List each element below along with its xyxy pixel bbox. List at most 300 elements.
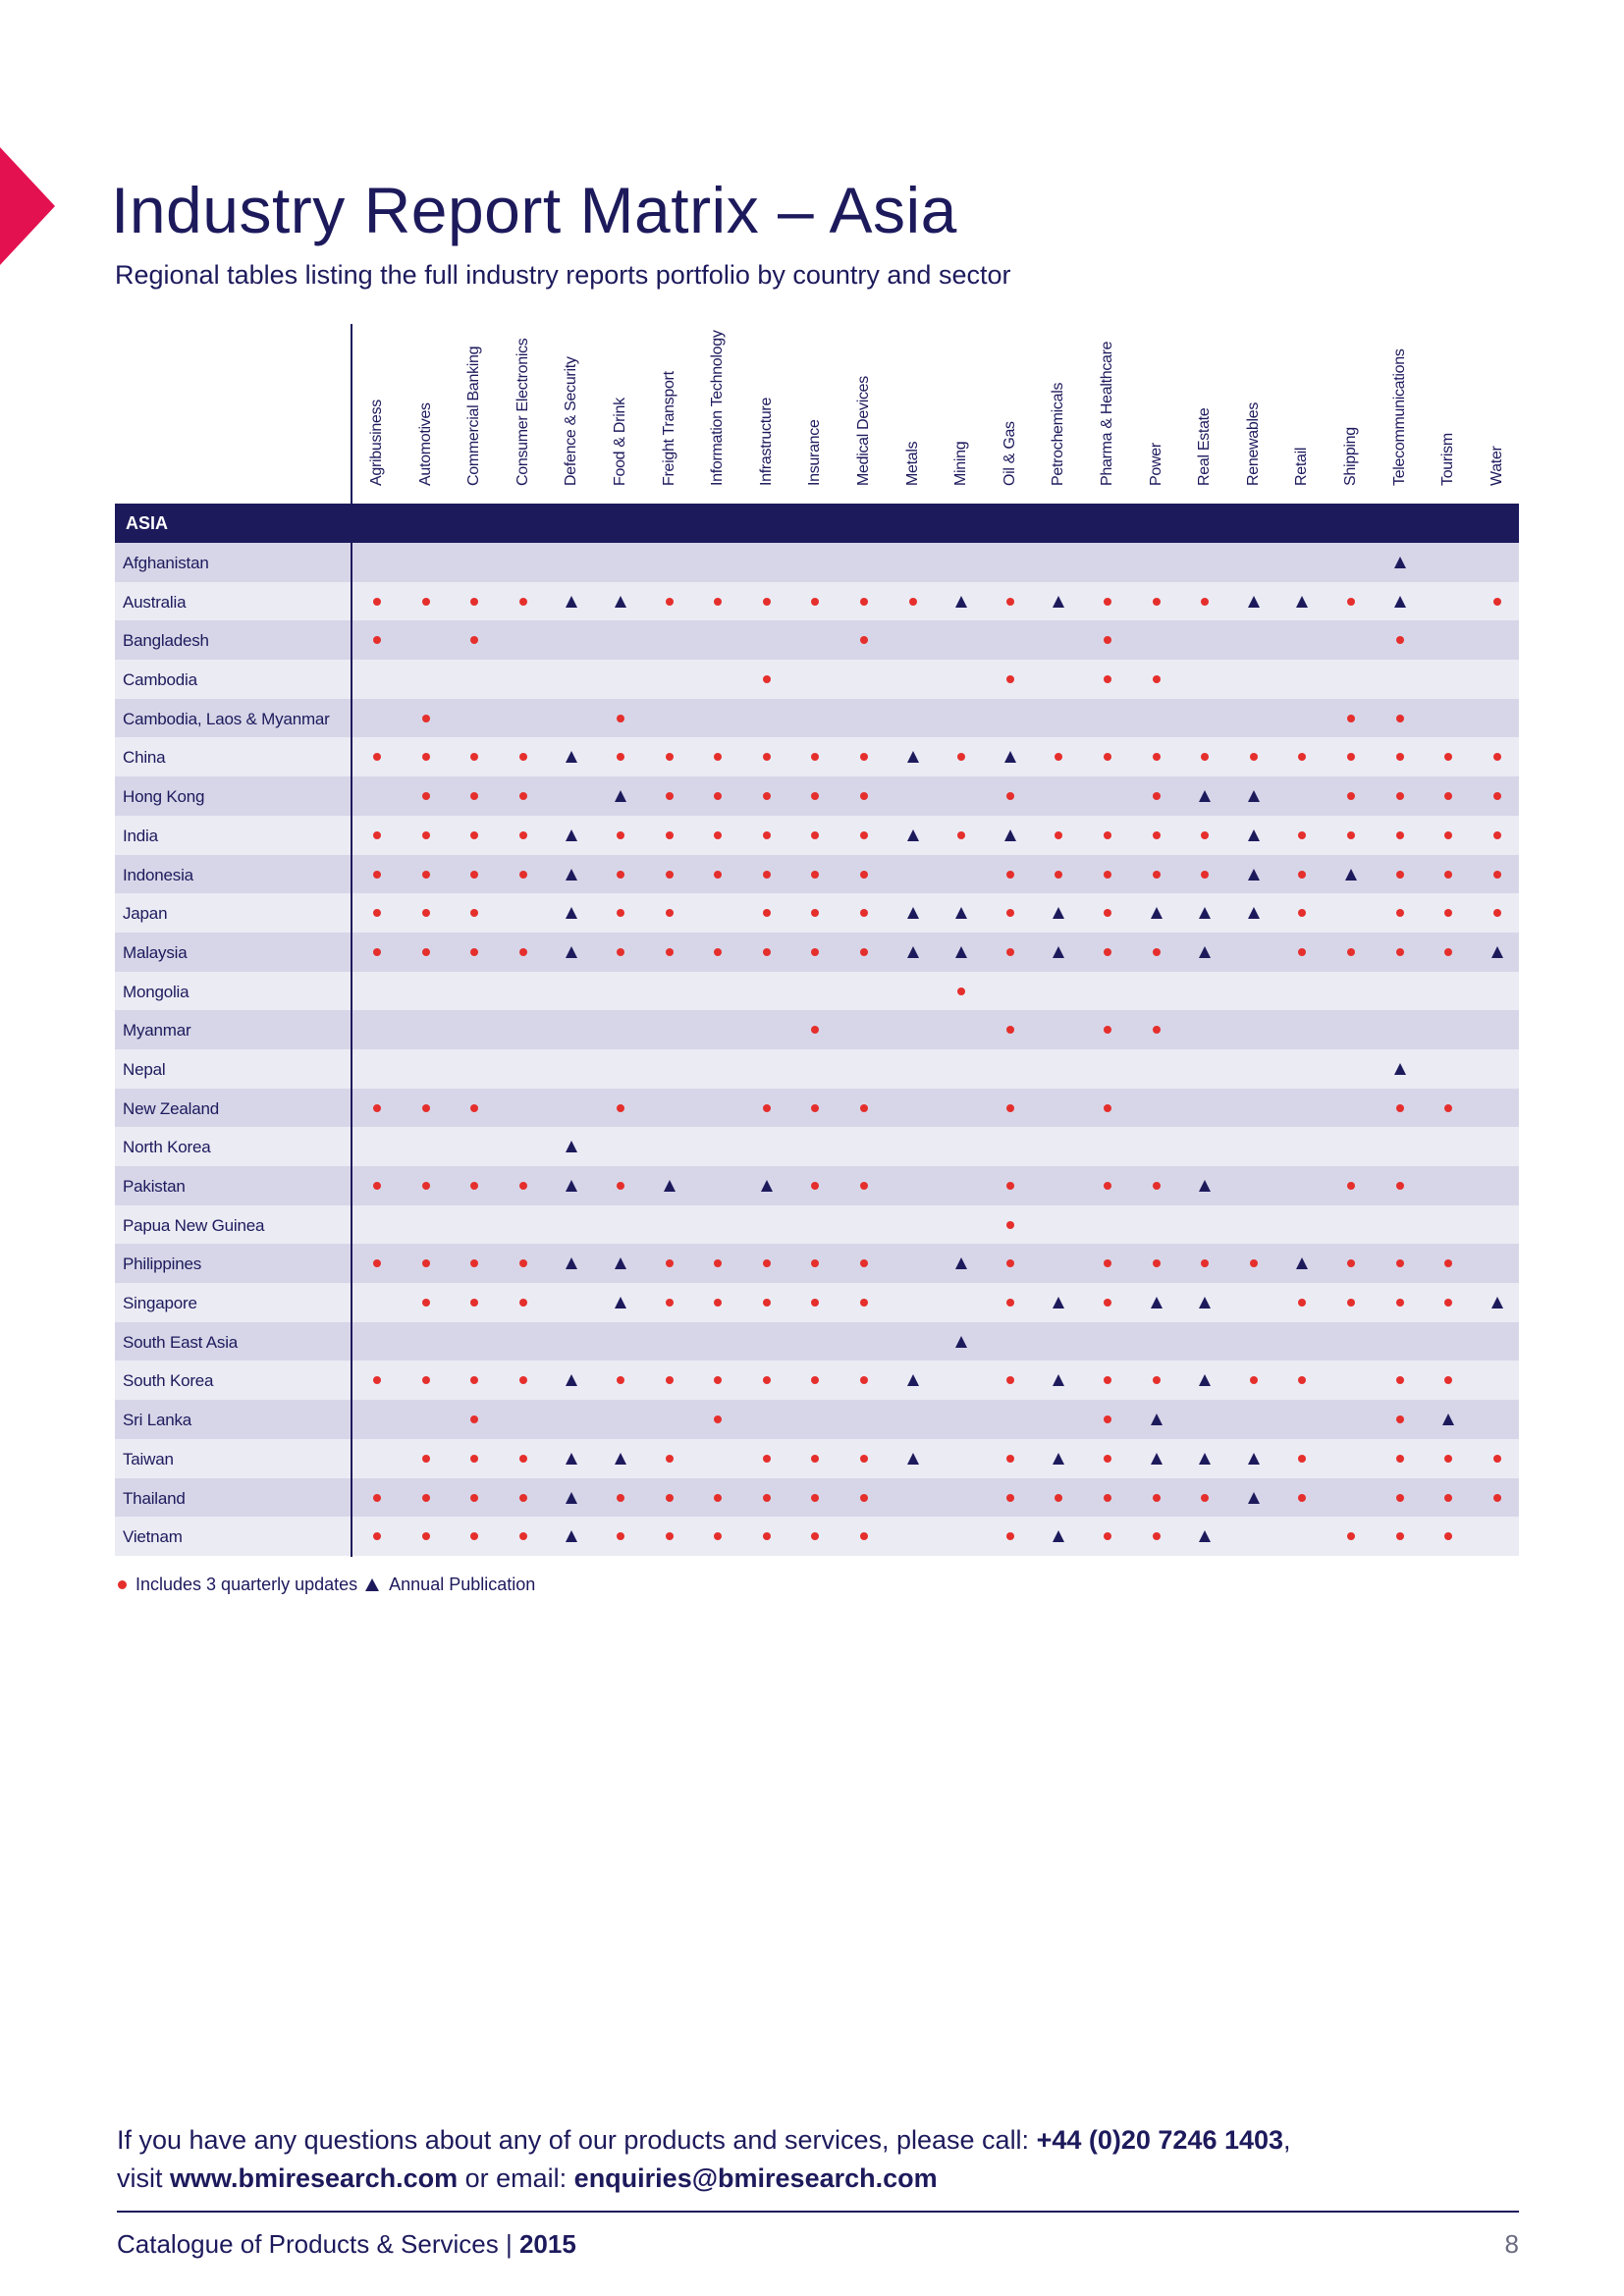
quarterly-dot-icon bbox=[499, 1244, 548, 1283]
quarterly-dot-icon bbox=[839, 582, 889, 621]
annual-triangle-icon bbox=[596, 776, 645, 816]
quarterly-dot-icon bbox=[1180, 737, 1229, 776]
quarterly-dot-icon bbox=[839, 855, 889, 894]
sector-header bbox=[937, 324, 986, 504]
annual-triangle-icon bbox=[1132, 1439, 1181, 1478]
sector-header-label: Information Technology bbox=[709, 330, 727, 486]
quarterly-dot-icon bbox=[1132, 1361, 1181, 1400]
annual-triangle-icon bbox=[1034, 893, 1083, 933]
quarterly-dot-icon bbox=[499, 582, 548, 621]
quarterly-dot-icon bbox=[645, 1244, 694, 1283]
quarterly-dot-icon bbox=[742, 1361, 791, 1400]
annual-triangle-icon bbox=[1229, 816, 1278, 855]
quarterly-dot-icon bbox=[1376, 1400, 1425, 1439]
quarterly-dot-icon bbox=[839, 893, 889, 933]
quarterly-dot-icon bbox=[1326, 1244, 1376, 1283]
sector-header bbox=[1424, 324, 1473, 504]
country-name: China bbox=[123, 748, 166, 768]
email-link[interactable]: enquiries@bmiresearch.com bbox=[573, 2163, 938, 2193]
quarterly-dot-icon bbox=[986, 893, 1035, 933]
quarterly-dot-icon bbox=[596, 1517, 645, 1556]
sector-header bbox=[1034, 324, 1083, 504]
sector-header bbox=[742, 324, 791, 504]
quarterly-dot-icon bbox=[1180, 855, 1229, 894]
annual-triangle-icon bbox=[547, 855, 596, 894]
annual-triangle-icon bbox=[547, 582, 596, 621]
quarterly-dot-icon bbox=[352, 737, 402, 776]
quarterly-dot-icon bbox=[839, 776, 889, 816]
quarterly-dot-icon bbox=[986, 1517, 1035, 1556]
quarterly-dot-icon bbox=[1180, 1478, 1229, 1518]
sector-header-label: Real Estate bbox=[1196, 407, 1214, 486]
annual-triangle-icon bbox=[596, 1244, 645, 1283]
annual-triangle-icon bbox=[1180, 893, 1229, 933]
quarterly-dot-icon bbox=[645, 855, 694, 894]
quarterly-dot-icon bbox=[499, 1439, 548, 1478]
annual-triangle-icon bbox=[547, 737, 596, 776]
quarterly-dot-icon bbox=[645, 582, 694, 621]
report-matrix bbox=[115, 324, 1519, 1557]
quarterly-dot-icon bbox=[986, 660, 1035, 699]
quarterly-dot-icon bbox=[1277, 933, 1326, 972]
quarterly-dot-icon bbox=[889, 582, 938, 621]
table-row bbox=[115, 1478, 1519, 1518]
quarterly-dot-icon bbox=[450, 1166, 499, 1205]
country-name: Afghanistan bbox=[123, 554, 209, 572]
quarterly-dot-icon bbox=[645, 933, 694, 972]
legend-dot-label: Includes 3 quarterly updates bbox=[135, 1575, 358, 1594]
country-name: Philippines bbox=[123, 1255, 202, 1274]
quarterly-dot-icon bbox=[693, 776, 742, 816]
quarterly-dot-icon bbox=[839, 1166, 889, 1205]
sector-header bbox=[1473, 324, 1522, 504]
quarterly-dot-icon bbox=[790, 1166, 839, 1205]
quarterly-dot-icon bbox=[742, 582, 791, 621]
annual-triangle-icon bbox=[1473, 1283, 1522, 1322]
table-row bbox=[115, 816, 1519, 855]
quarterly-dot-icon bbox=[937, 972, 986, 1011]
country-name: Taiwan bbox=[123, 1449, 174, 1468]
quarterly-dot-icon bbox=[1473, 776, 1522, 816]
quarterly-dot-icon bbox=[352, 1361, 402, 1400]
legend bbox=[118, 1575, 535, 1595]
country-name: South East Asia bbox=[123, 1332, 239, 1352]
quarterly-dot-icon bbox=[596, 1478, 645, 1518]
sector-header bbox=[596, 324, 645, 504]
quarterly-dot-icon bbox=[1277, 737, 1326, 776]
legend-triangle-label: Annual Publication bbox=[389, 1575, 536, 1594]
quarterly-dot-icon bbox=[1229, 1244, 1278, 1283]
annual-triangle-icon bbox=[547, 1517, 596, 1556]
sector-header-label: Agribusiness bbox=[368, 399, 385, 486]
quarterly-dot-icon bbox=[352, 620, 402, 660]
quarterly-dot-icon bbox=[937, 816, 986, 855]
footer-separator: | bbox=[498, 2229, 519, 2259]
annual-triangle-icon bbox=[1180, 1439, 1229, 1478]
quarterly-dot-icon bbox=[790, 1517, 839, 1556]
quarterly-dot-icon bbox=[645, 1478, 694, 1518]
quarterly-dot-icon bbox=[1473, 855, 1522, 894]
quarterly-dot-icon bbox=[1326, 699, 1376, 738]
quarterly-dot-icon bbox=[645, 893, 694, 933]
sector-header bbox=[693, 324, 742, 504]
quarterly-dot-icon bbox=[352, 816, 402, 855]
quarterly-dot-icon bbox=[1229, 1361, 1278, 1400]
quarterly-dot-icon bbox=[402, 893, 451, 933]
quarterly-dot-icon bbox=[1424, 1517, 1473, 1556]
quarterly-dot-icon bbox=[742, 933, 791, 972]
quarterly-dot-icon bbox=[450, 1439, 499, 1478]
quarterly-dot-icon bbox=[742, 893, 791, 933]
quarterly-dot-icon bbox=[790, 933, 839, 972]
annual-triangle-icon bbox=[547, 893, 596, 933]
quarterly-dot-icon bbox=[1083, 1400, 1132, 1439]
sector-header-label: Automotives bbox=[416, 402, 434, 486]
quarterly-dot-icon bbox=[1277, 1283, 1326, 1322]
quarterly-dot-icon bbox=[1424, 737, 1473, 776]
quarterly-dot-icon bbox=[839, 1089, 889, 1128]
sector-header-label: Infrastructure bbox=[757, 397, 775, 486]
annual-triangle-icon bbox=[1473, 933, 1522, 972]
quarterly-dot-icon bbox=[1326, 933, 1376, 972]
quarterly-dot-icon bbox=[1473, 893, 1522, 933]
quarterly-dot-icon bbox=[790, 1244, 839, 1283]
table-row bbox=[115, 620, 1519, 660]
sector-header-label: Petrochemicals bbox=[1050, 382, 1067, 486]
quarterly-dot-icon bbox=[1376, 1089, 1425, 1128]
quarterly-dot-icon bbox=[1424, 1439, 1473, 1478]
sector-header-label: Commercial Banking bbox=[465, 346, 483, 486]
footer-year: 2015 bbox=[518, 2229, 576, 2259]
quarterly-dot-icon bbox=[1083, 660, 1132, 699]
sector-header-label: Oil & Gas bbox=[1001, 421, 1018, 486]
sector-header bbox=[402, 324, 451, 504]
quarterly-dot-icon bbox=[596, 893, 645, 933]
quarterly-dot-icon bbox=[1326, 1166, 1376, 1205]
quarterly-dot-icon bbox=[402, 1361, 451, 1400]
contact-call-text: If you have any questions about any of our products and services, please call: bbox=[117, 2125, 1037, 2155]
annual-triangle-icon bbox=[1424, 1400, 1473, 1439]
annual-triangle-icon bbox=[645, 1166, 694, 1205]
table-row bbox=[115, 1089, 1519, 1128]
quarterly-dot-icon bbox=[742, 1089, 791, 1128]
quarterly-dot-icon bbox=[1424, 816, 1473, 855]
quarterly-dot-icon bbox=[499, 816, 548, 855]
annual-triangle-icon bbox=[596, 1283, 645, 1322]
sector-header-label: Mining bbox=[952, 441, 970, 486]
quarterly-dot-icon bbox=[1326, 582, 1376, 621]
country-name: New Zealand bbox=[123, 1098, 219, 1118]
annual-triangle-icon bbox=[937, 1244, 986, 1283]
country-name: India bbox=[123, 826, 158, 845]
sector-header-label: Telecommunications bbox=[1390, 348, 1408, 486]
country-name: Cambodia bbox=[123, 670, 197, 690]
country-rows bbox=[115, 543, 1519, 1556]
table-row bbox=[115, 855, 1519, 894]
quarterly-dot-icon bbox=[499, 855, 548, 894]
country-name: Australia bbox=[123, 592, 187, 612]
table-row bbox=[115, 582, 1519, 621]
annual-triangle-icon bbox=[937, 893, 986, 933]
quarterly-dot-icon bbox=[596, 699, 645, 738]
table-row bbox=[115, 1244, 1519, 1283]
country-name: South Korea bbox=[123, 1371, 214, 1391]
quarterly-dot-icon bbox=[402, 1089, 451, 1128]
quarterly-dot-icon bbox=[450, 1400, 499, 1439]
quarterly-dot-icon bbox=[1083, 933, 1132, 972]
annual-triangle-icon bbox=[1034, 1283, 1083, 1322]
quarterly-dot-icon bbox=[1376, 1283, 1425, 1322]
quarterly-dot-icon bbox=[402, 1166, 451, 1205]
annual-triangle-icon bbox=[596, 1439, 645, 1478]
quarterly-dot-icon bbox=[986, 1089, 1035, 1128]
quarterly-dot-icon bbox=[790, 737, 839, 776]
table-row bbox=[115, 1361, 1519, 1400]
annual-triangle-icon bbox=[1326, 855, 1376, 894]
quarterly-dot-icon bbox=[1083, 620, 1132, 660]
annual-triangle-icon bbox=[937, 582, 986, 621]
quarterly-dot-icon bbox=[1473, 1478, 1522, 1518]
table-row bbox=[115, 1205, 1519, 1245]
annual-triangle-icon bbox=[1229, 582, 1278, 621]
annual-triangle-icon bbox=[986, 816, 1035, 855]
sector-header-label: Metals bbox=[903, 441, 921, 486]
country-name: North Korea bbox=[123, 1138, 211, 1157]
sector-header-label: Pharma & Healthcare bbox=[1099, 341, 1115, 486]
page-title: Industry Report Matrix – Asia bbox=[111, 174, 957, 246]
table-row bbox=[115, 1127, 1519, 1166]
quarterly-dot-icon bbox=[1376, 1517, 1425, 1556]
quarterly-dot-icon bbox=[693, 737, 742, 776]
annual-triangle-icon bbox=[1180, 1517, 1229, 1556]
quarterly-dot-icon bbox=[1326, 776, 1376, 816]
body-divider bbox=[351, 543, 352, 1557]
annual-triangle-icon bbox=[1034, 933, 1083, 972]
footer-catalogue-title: Catalogue of Products & Services bbox=[117, 2229, 499, 2259]
annual-triangle-icon bbox=[547, 1244, 596, 1283]
country-name: Hong Kong bbox=[123, 787, 205, 807]
table-row bbox=[115, 776, 1519, 816]
annual-triangle-icon bbox=[1180, 776, 1229, 816]
quarterly-dot-icon bbox=[839, 1361, 889, 1400]
quarterly-dot-icon bbox=[1083, 1439, 1132, 1478]
sector-header bbox=[986, 324, 1035, 504]
quarterly-dot-icon bbox=[790, 855, 839, 894]
annual-triangle-icon bbox=[547, 1478, 596, 1518]
country-name: Japan bbox=[123, 904, 168, 924]
annual-triangle-icon bbox=[889, 1361, 938, 1400]
quarterly-dot-icon bbox=[1083, 1283, 1132, 1322]
annual-triangle-icon bbox=[1277, 1244, 1326, 1283]
annual-triangle-icon bbox=[1034, 1361, 1083, 1400]
quarterly-dot-icon bbox=[1376, 893, 1425, 933]
quarterly-dot-icon bbox=[1424, 855, 1473, 894]
quarterly-dot-icon bbox=[1376, 1361, 1425, 1400]
quarterly-dot-icon bbox=[839, 1439, 889, 1478]
quarterly-dot-icon bbox=[499, 1361, 548, 1400]
quarterly-dot-icon bbox=[693, 1400, 742, 1439]
quarterly-dot-icon bbox=[1473, 1439, 1522, 1478]
region-label: ASIA bbox=[126, 513, 169, 533]
quarterly-dot-icon bbox=[1034, 855, 1083, 894]
table-row bbox=[115, 660, 1519, 699]
annual-triangle-icon bbox=[547, 1166, 596, 1205]
quarterly-dot-icon bbox=[1083, 1010, 1132, 1049]
sector-header-label: Defence & Security bbox=[563, 356, 580, 486]
annual-triangle-icon bbox=[937, 933, 986, 972]
quarterly-dot-icon bbox=[352, 1244, 402, 1283]
quarterly-dot-icon bbox=[499, 1478, 548, 1518]
quarterly-dot-icon bbox=[742, 776, 791, 816]
sector-header-label: Insurance bbox=[806, 419, 824, 486]
quarterly-dot-icon bbox=[1083, 1089, 1132, 1128]
quarterly-dot-icon bbox=[402, 1244, 451, 1283]
quarterly-dot-icon bbox=[693, 1517, 742, 1556]
quarterly-dot-icon bbox=[645, 816, 694, 855]
quarterly-dot-icon bbox=[790, 1478, 839, 1518]
quarterly-dot-icon bbox=[1132, 1244, 1181, 1283]
sector-header-label: Retail bbox=[1293, 447, 1311, 486]
quarterly-dot-icon bbox=[742, 737, 791, 776]
sector-header bbox=[352, 324, 402, 504]
quarterly-dot-icon bbox=[450, 1244, 499, 1283]
country-name: Papua New Guinea bbox=[123, 1215, 265, 1235]
quarterly-dot-icon bbox=[1034, 1478, 1083, 1518]
contact-line-2 bbox=[117, 2160, 1511, 2198]
sector-header bbox=[839, 324, 889, 504]
quarterly-dot-icon bbox=[402, 1517, 451, 1556]
annual-triangle-icon bbox=[1229, 855, 1278, 894]
quarterly-dot-icon bbox=[352, 1166, 402, 1205]
quarterly-dot-icon bbox=[1277, 816, 1326, 855]
quarterly-dot-icon bbox=[1083, 1361, 1132, 1400]
quarterly-dot-icon bbox=[450, 737, 499, 776]
corner-tab-decoration bbox=[0, 147, 55, 265]
quarterly-dot-icon bbox=[693, 1283, 742, 1322]
annual-triangle-icon bbox=[986, 737, 1035, 776]
annual-triangle-icon bbox=[1376, 543, 1425, 582]
quarterly-dot-icon bbox=[645, 776, 694, 816]
sector-header bbox=[1277, 324, 1326, 504]
quarterly-dot-icon bbox=[1424, 1361, 1473, 1400]
annual-triangle-icon bbox=[1376, 1049, 1425, 1089]
quarterly-dot-icon bbox=[1424, 893, 1473, 933]
quarterly-dot-icon bbox=[1424, 1244, 1473, 1283]
country-name: Cambodia, Laos & Myanmar bbox=[123, 709, 330, 728]
quarterly-dot-icon bbox=[986, 1010, 1035, 1049]
annual-triangle-icon bbox=[1132, 1283, 1181, 1322]
quarterly-dot-icon bbox=[402, 816, 451, 855]
quarterly-dot-icon bbox=[1083, 816, 1132, 855]
quarterly-dot-icon bbox=[1277, 1361, 1326, 1400]
sector-header-label: Power bbox=[1147, 443, 1164, 486]
quarterly-dot-icon bbox=[1376, 1244, 1425, 1283]
sector-header bbox=[499, 324, 548, 504]
sector-header bbox=[1229, 324, 1278, 504]
quarterly-dot-icon bbox=[1083, 737, 1132, 776]
quarterly-dot-icon bbox=[450, 776, 499, 816]
sector-header-label: Consumer Electronics bbox=[514, 338, 531, 486]
quarterly-dot-icon bbox=[1180, 582, 1229, 621]
annual-triangle-icon bbox=[889, 893, 938, 933]
quarterly-dot-icon bbox=[693, 933, 742, 972]
triangle-marker-icon bbox=[365, 1578, 379, 1591]
quarterly-dot-icon bbox=[1132, 1517, 1181, 1556]
quarterly-dot-icon bbox=[1132, 933, 1181, 972]
quarterly-dot-icon bbox=[839, 816, 889, 855]
quarterly-dot-icon bbox=[1083, 1244, 1132, 1283]
quarterly-dot-icon bbox=[986, 855, 1035, 894]
sector-header bbox=[790, 324, 839, 504]
annual-triangle-icon bbox=[742, 1166, 791, 1205]
quarterly-dot-icon bbox=[499, 1166, 548, 1205]
quarterly-dot-icon bbox=[1083, 1517, 1132, 1556]
annual-triangle-icon bbox=[1229, 1439, 1278, 1478]
table-row bbox=[115, 1400, 1519, 1439]
quarterly-dot-icon bbox=[1132, 776, 1181, 816]
annual-triangle-icon bbox=[547, 1361, 596, 1400]
sector-header-label: Water bbox=[1488, 446, 1505, 486]
quarterly-dot-icon bbox=[1277, 855, 1326, 894]
quarterly-dot-icon bbox=[1132, 816, 1181, 855]
quarterly-dot-icon bbox=[790, 816, 839, 855]
quarterly-dot-icon bbox=[1132, 582, 1181, 621]
sector-header bbox=[1083, 324, 1132, 504]
quarterly-dot-icon bbox=[596, 737, 645, 776]
sector-header bbox=[450, 324, 499, 504]
table-row bbox=[115, 1517, 1519, 1556]
quarterly-dot-icon bbox=[1034, 816, 1083, 855]
quarterly-dot-icon bbox=[1132, 737, 1181, 776]
annual-triangle-icon bbox=[1034, 582, 1083, 621]
quarterly-dot-icon bbox=[1376, 1478, 1425, 1518]
website-link[interactable]: www.bmiresearch.com bbox=[170, 2163, 459, 2193]
page-subtitle: Regional tables listing the full industry reports portfolio by country and sector bbox=[115, 260, 1011, 290]
quarterly-dot-icon bbox=[790, 1010, 839, 1049]
quarterly-dot-icon bbox=[450, 933, 499, 972]
annual-triangle-icon bbox=[889, 933, 938, 972]
quarterly-dot-icon bbox=[693, 1244, 742, 1283]
quarterly-dot-icon bbox=[499, 933, 548, 972]
quarterly-dot-icon bbox=[839, 1517, 889, 1556]
quarterly-dot-icon bbox=[1424, 1089, 1473, 1128]
quarterly-dot-icon bbox=[1132, 855, 1181, 894]
country-name: Thailand bbox=[123, 1488, 186, 1508]
quarterly-dot-icon bbox=[839, 1283, 889, 1322]
quarterly-dot-icon bbox=[693, 1361, 742, 1400]
annual-triangle-icon bbox=[596, 582, 645, 621]
quarterly-dot-icon bbox=[352, 933, 402, 972]
quarterly-dot-icon bbox=[986, 1361, 1035, 1400]
quarterly-dot-icon bbox=[742, 1283, 791, 1322]
quarterly-dot-icon bbox=[596, 1089, 645, 1128]
annual-triangle-icon bbox=[1180, 1361, 1229, 1400]
annual-triangle-icon bbox=[889, 1439, 938, 1478]
quarterly-dot-icon bbox=[1180, 816, 1229, 855]
quarterly-dot-icon bbox=[1376, 816, 1425, 855]
contact-email-text: or email: bbox=[458, 2163, 574, 2193]
quarterly-dot-icon bbox=[693, 855, 742, 894]
quarterly-dot-icon bbox=[645, 1439, 694, 1478]
quarterly-dot-icon bbox=[1326, 1283, 1376, 1322]
quarterly-dot-icon bbox=[839, 1478, 889, 1518]
quarterly-dot-icon bbox=[986, 1439, 1035, 1478]
contact-comma: , bbox=[1283, 2125, 1291, 2155]
quarterly-dot-icon bbox=[1034, 737, 1083, 776]
quarterly-dot-icon bbox=[1180, 1244, 1229, 1283]
quarterly-dot-icon bbox=[402, 1478, 451, 1518]
phone-number[interactable]: +44 (0)20 7246 1403 bbox=[1036, 2125, 1284, 2155]
